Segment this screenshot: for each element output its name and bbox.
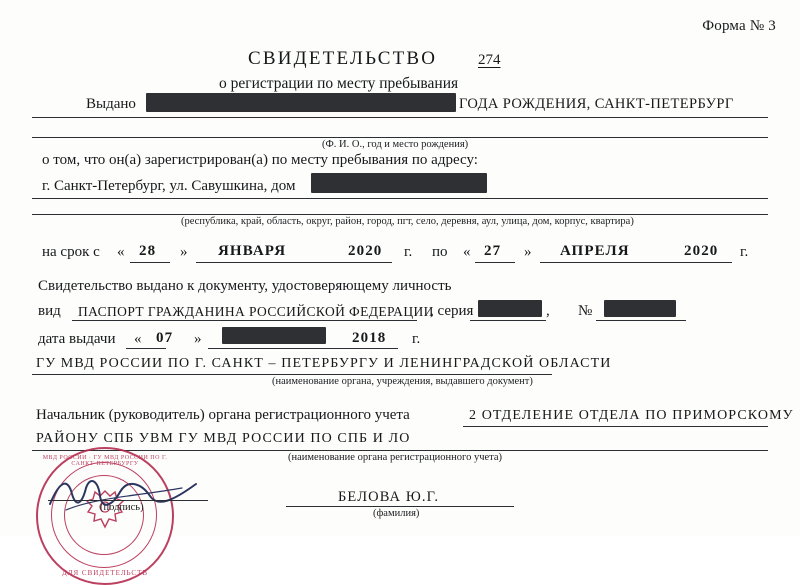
term-day2-rule	[475, 262, 515, 263]
page-title: СВИДЕТЕЛЬСТВО	[248, 48, 438, 69]
seal-text-bottom: ДЛЯ СВИДЕТЕЛЬСТВ	[61, 569, 149, 577]
identity-type-label: вид	[38, 303, 61, 319]
registration-address: г. Санкт-Петербург, ул. Савушкина, дом	[42, 178, 296, 194]
redacted-number-block	[604, 300, 676, 317]
form-number: Форма № 3	[702, 18, 776, 34]
issued-rule	[32, 117, 768, 118]
authority-rule	[32, 374, 552, 375]
official-role-label: Начальник (руководитель) органа регистрационного учета	[36, 407, 410, 423]
term-from-day: 28	[139, 243, 157, 259]
official-org-line2: РАЙОНУ СПБ УВМ ГУ МВД РОССИИ ПО СПБ И ЛО	[36, 431, 411, 446]
identity-issue-day: 07	[156, 330, 174, 346]
signature-hint: (подпись)	[100, 502, 144, 513]
seal-text-top: МВД РОССИИ · ГУ МВД РОССИИ ПО Г. САНКТ-ПЕТЕРБУРГУ	[42, 455, 168, 467]
signature-rule	[48, 500, 208, 501]
identity-number-rule	[596, 320, 686, 321]
issued-label: Выдано	[86, 96, 136, 112]
quote-open-3: «	[134, 331, 142, 347]
quote-close-1: »	[180, 244, 188, 260]
term-to-day: 27	[484, 243, 502, 259]
identity-authority: ГУ МВД РОССИИ ПО Г. САНКТ – ПЕТЕРБУРГУ И ЛЕНИНГРАДСКОЙ ОБЛАСТИ	[36, 356, 612, 371]
issued-tail-text: ГОДА РОЖДЕНИЯ, САНКТ-ПЕТЕРБУРГ	[459, 96, 734, 112]
surname-rule	[286, 506, 514, 507]
term-from-month: ЯНВАРЯ	[218, 243, 287, 259]
identity-series-label: , серия	[430, 303, 474, 319]
term-day1-rule	[130, 262, 170, 263]
quote-close-3: »	[194, 331, 202, 347]
surname-hint: (фамилия)	[373, 508, 420, 519]
term-from-year-mark: г.	[404, 244, 413, 260]
term-prefix: на срок с	[42, 244, 100, 260]
page-subtitle: о регистрации по месту пребывания	[219, 75, 459, 92]
term-to-month: АПРЕЛЯ	[560, 243, 630, 259]
address-rule	[32, 198, 768, 199]
official-surname: БЕЛОВА Ю.Г.	[338, 489, 440, 505]
redacted-series-block	[478, 300, 542, 317]
quote-open-2: «	[463, 244, 471, 260]
redacted-name-block	[146, 93, 456, 112]
identity-issue-date-label: дата выдачи	[38, 331, 116, 347]
redacted-address-block	[311, 173, 487, 193]
authority-hint: (наименование органа, учреждения, выдавшего документ)	[272, 376, 533, 387]
term-to-year-mark: г.	[740, 244, 749, 260]
quote-open-1: «	[117, 244, 125, 260]
official-org-rule-1	[463, 426, 768, 427]
certificate-number: 274	[478, 52, 501, 68]
identity-intro: Свидетельство выдано к документу, удостоверяющему личность	[38, 278, 452, 294]
address-hint: (республика, край, область, округ, район, город, пгт, село, деревня, аул, улица, дом, корпус, квартира)	[181, 216, 634, 227]
issued-rule-2	[32, 137, 768, 138]
term-to-word: по	[432, 244, 448, 260]
identity-series-rule	[470, 320, 546, 321]
quote-close-2: »	[524, 244, 532, 260]
term-from-year: 2020	[348, 243, 383, 259]
official-org-line1: 2 ОТДЕЛЕНИЕ ОТДЕЛА ПО ПРИМОРСКОМУ	[469, 408, 794, 423]
term-to-year: 2020	[684, 243, 719, 259]
term-month1-rule	[196, 262, 392, 263]
redacted-issue-month-block	[222, 327, 326, 344]
issue-month-rule	[208, 348, 398, 349]
identity-issue-year-mark: г.	[412, 331, 421, 347]
issued-hint: (Ф. И. О., год и место рождения)	[322, 139, 469, 150]
identity-type-rule	[72, 320, 417, 321]
identity-number-label: №	[578, 303, 593, 319]
address-rule-2	[32, 214, 768, 215]
series-comma: ,	[546, 303, 550, 319]
official-org-rule-2	[32, 450, 768, 451]
official-org-hint: (наименование органа регистрационного учета)	[288, 452, 503, 463]
registration-statement: о том, что он(а) зарегистрирован(а) по месту пребывания по адресу:	[42, 152, 478, 168]
identity-type-value: ПАСПОРТ ГРАЖДАНИНА РОССИЙСКОЙ ФЕДЕРАЦИИ	[78, 304, 434, 319]
term-month2-rule	[540, 262, 732, 263]
identity-issue-year: 2018	[352, 330, 387, 346]
issue-day-rule	[126, 348, 166, 349]
